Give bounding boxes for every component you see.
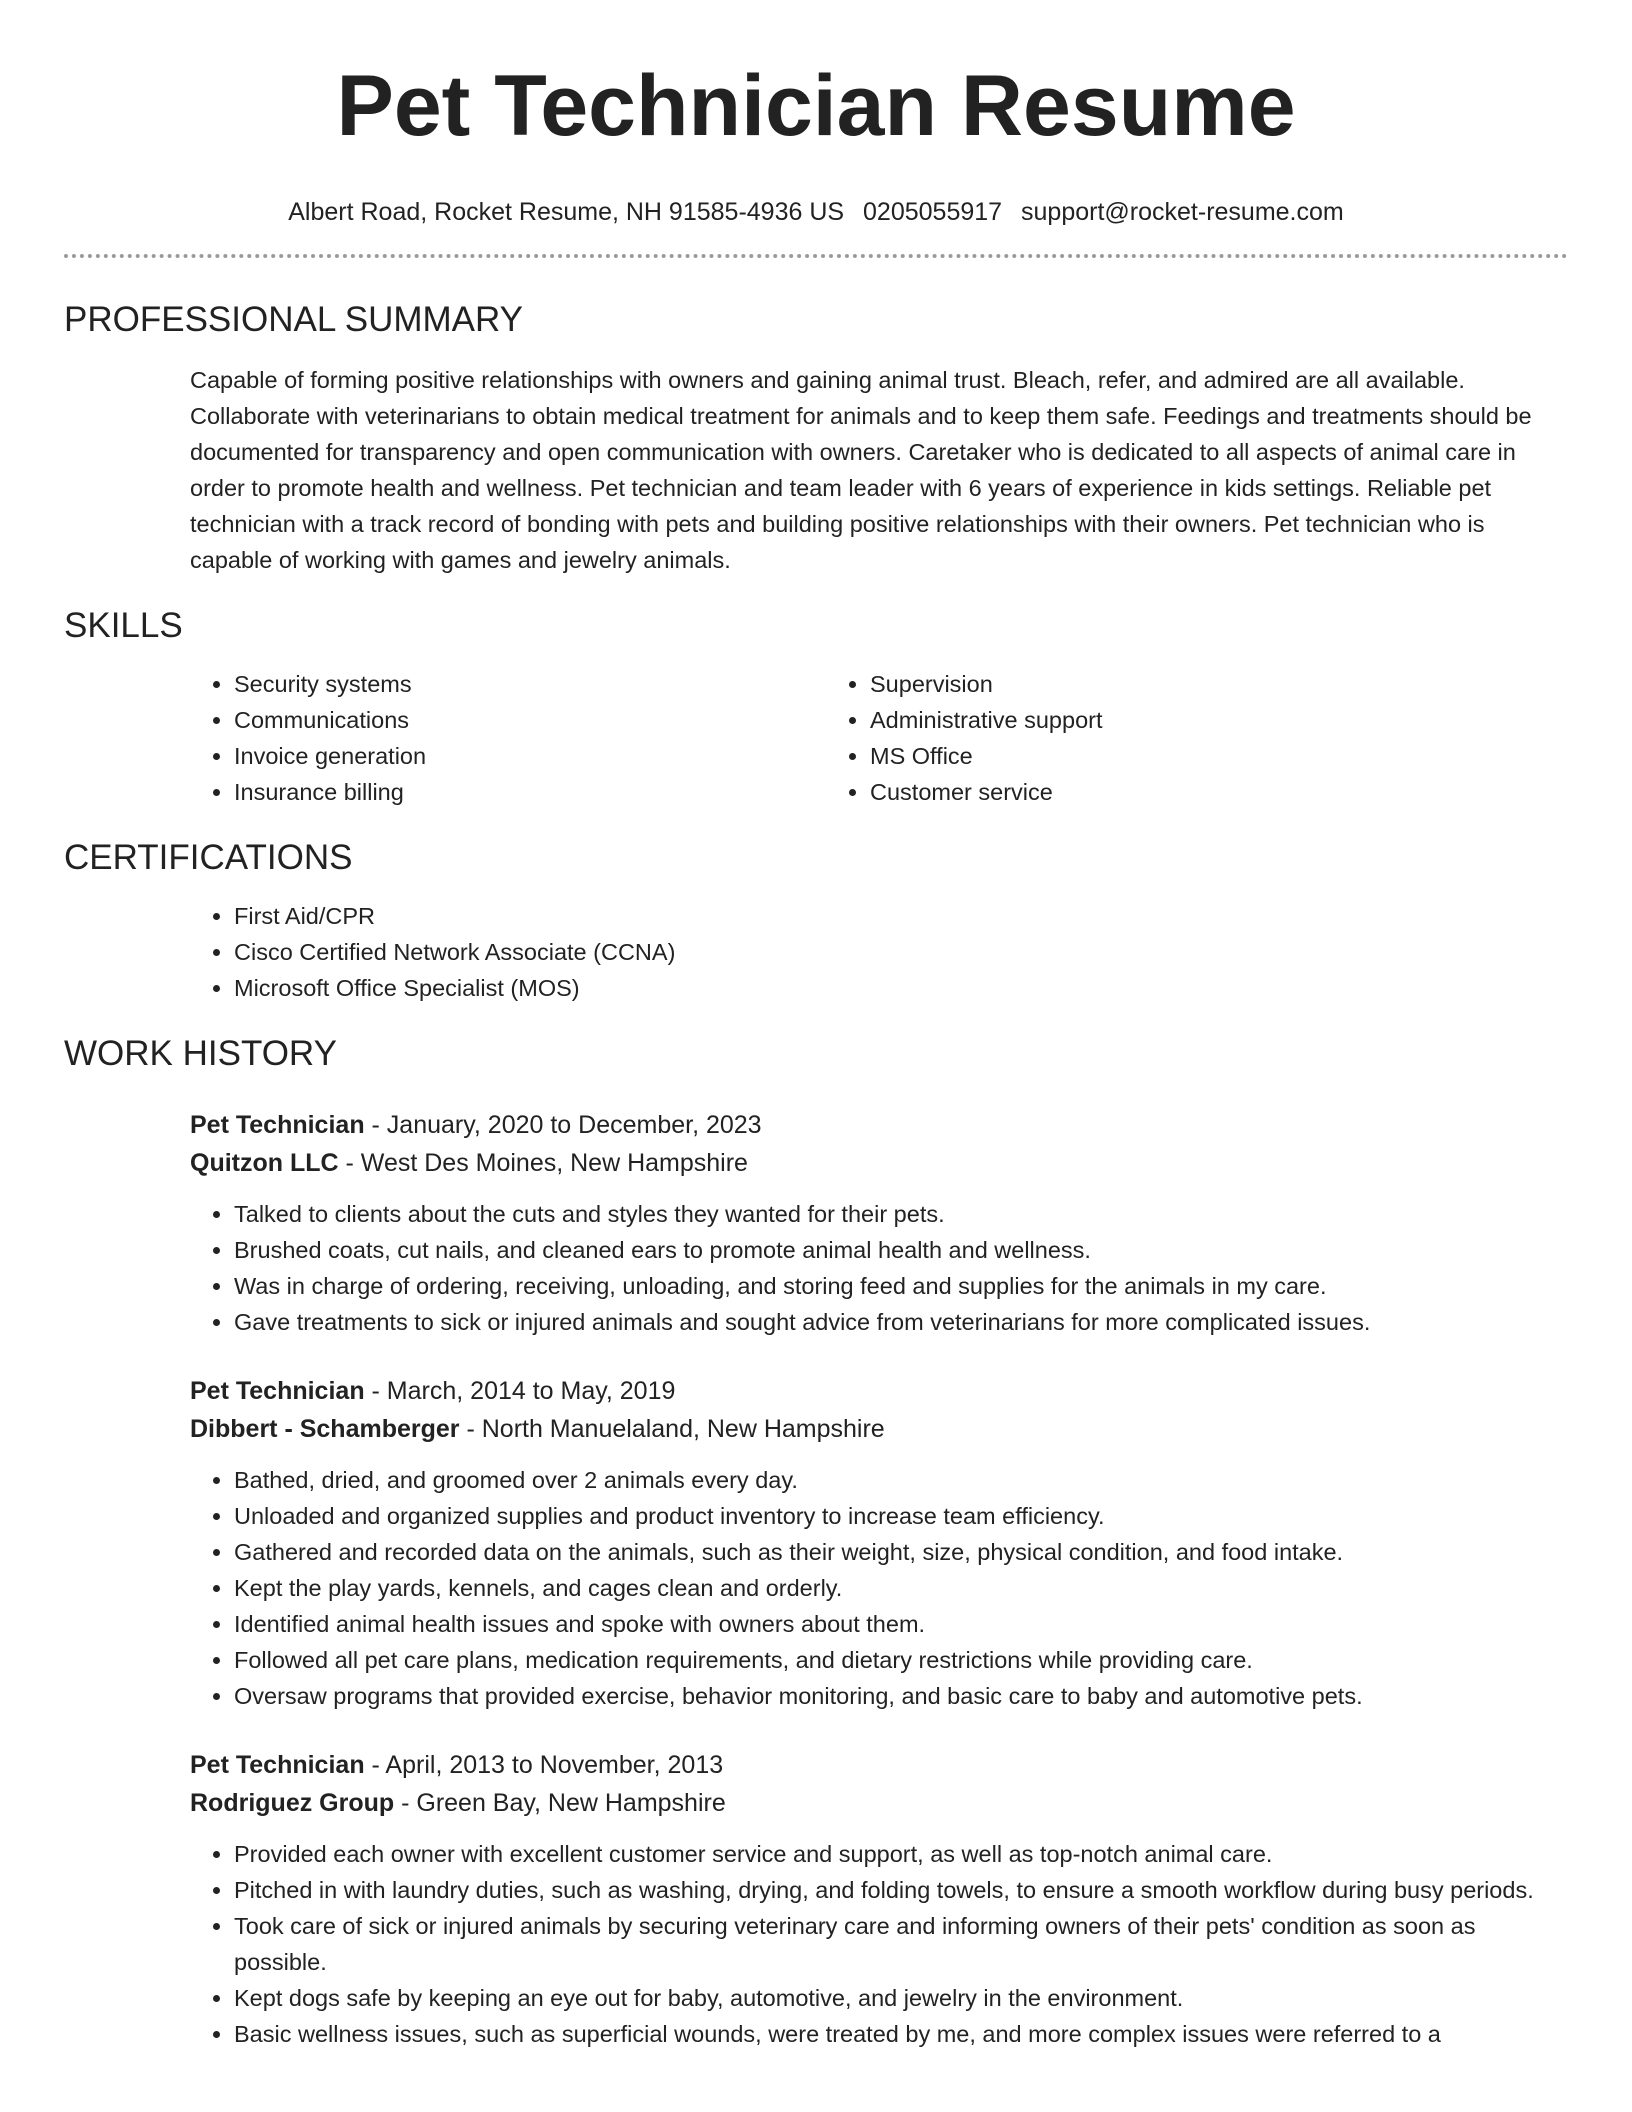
certifications-list	[190, 898, 1568, 1006]
certification-item: • Cisco Certified Network Associate (CCNA)	[234, 934, 1568, 970]
skill-item: • Administrative support	[870, 702, 1462, 738]
job-bullet: • Followed all pet care plans, medication requirements, and dietary restrictions while providing care.	[234, 1642, 1568, 1678]
job-bullet: • Kept dogs safe by keeping an eye out for baby, automotive, and jewelry in the environment.	[234, 1980, 1568, 2016]
job-bullet: • Bathed, dried, and groomed over 2 animals every day.	[234, 1462, 1568, 1498]
job-location: - West Des Moines, New Hampshire	[338, 1149, 748, 1177]
summary-text: Capable of forming positive relationships with owners and gaining animal trust. Bleach, refer, and admired are all available. Collaborate with veterinarians to obtain medical treatment for animals and to keep them safe. Feedings and treatments should be documented for transparency and open communication with owners. Caretaker who is dedicated to all aspects of animal care in order to promote health and wellness. Pet technician and team leader with 6 years of experience in kids settings. Reliable pet technician with a track record of bonding with pets and building positive relationships with their owners. Pet technician who is capable of working with games and jewelry animals.	[190, 367, 1532, 573]
job-bullet: • Kept the play yards, kennels, and cages clean and orderly.	[234, 1570, 1568, 1606]
job-title: Pet Technician	[190, 1751, 365, 1779]
job-dates: - January, 2020 to December, 2023	[364, 1111, 762, 1139]
contact-email: support@rocket-resume.com	[1021, 198, 1344, 226]
job-bullet: • Gave treatments to sick or injured animals and sought advice from veterinarians for more complicated issues.	[234, 1304, 1568, 1340]
job-location: - Green Bay, New Hampshire	[394, 1789, 726, 1817]
section-professional-summary	[64, 298, 1568, 578]
job-bullets	[190, 1836, 1568, 2052]
skill-item: • Security systems	[234, 666, 826, 702]
section-certifications	[64, 836, 1568, 1006]
skill-item: • Supervision	[870, 666, 1462, 702]
job-dates: - March, 2014 to May, 2019	[364, 1377, 676, 1405]
page-title: Pet Technician Resume	[336, 58, 1296, 154]
certification-item: • First Aid/CPR	[234, 898, 1568, 934]
job-title-line	[190, 1372, 1568, 1410]
contact-line	[64, 196, 1568, 228]
skill-item: • Invoice generation	[234, 738, 826, 774]
job-entry	[190, 1106, 1568, 1340]
job-company-line	[190, 1410, 1568, 1448]
job-dates: - April, 2013 to November, 2013	[364, 1751, 724, 1779]
job-bullet: • Talked to clients about the cuts and styles they wanted for their pets.	[234, 1196, 1568, 1232]
section-heading-work-history: WORK HISTORY	[64, 1034, 337, 1073]
job-bullet: • Provided each owner with excellent customer service and support, as well as top-notch animal care.	[234, 1836, 1568, 1872]
job-location: - North Manuelaland, New Hampshire	[459, 1415, 885, 1443]
job-bullet: • Oversaw programs that provided exercise, behavior monitoring, and basic care to baby and automotive pets.	[234, 1678, 1568, 1714]
job-bullet: • Identified animal health issues and spoke with owners about them.	[234, 1606, 1568, 1642]
section-skills	[64, 604, 1568, 810]
job-title-line	[190, 1106, 1568, 1144]
job-title: Pet Technician	[190, 1111, 365, 1139]
job-company: Quitzon LLC	[190, 1149, 339, 1177]
job-title-line	[190, 1746, 1568, 1784]
skill-item: • Insurance billing	[234, 774, 826, 810]
section-heading-summary: PROFESSIONAL SUMMARY	[64, 300, 523, 339]
job-bullet: • Was in charge of ordering, receiving, unloading, and storing feed and supplies for the animals in my care.	[234, 1268, 1568, 1304]
contact-address: Albert Road, Rocket Resume, NH 91585-4936 US	[288, 198, 845, 226]
skill-item: • Communications	[234, 702, 826, 738]
job-bullet: • Took care of sick or injured animals by securing veterinary care and informing owners of their pets' condition as soon as possible.	[234, 1908, 1568, 1980]
job-title: Pet Technician	[190, 1377, 365, 1405]
job-bullets	[190, 1462, 1568, 1714]
job-bullet: • Brushed coats, cut nails, and cleaned ears to promote animal health and wellness.	[234, 1232, 1568, 1268]
job-entry	[190, 1746, 1568, 2052]
job-company: Rodriguez Group	[190, 1789, 395, 1817]
job-company-line	[190, 1784, 1568, 1822]
job-bullets	[190, 1196, 1568, 1340]
skills-list-right	[826, 666, 1462, 810]
section-heading-certifications: CERTIFICATIONS	[64, 838, 353, 877]
section-work-history	[64, 1032, 1568, 2052]
job-bullet: • Pitched in with laundry duties, such as washing, drying, and folding towels, to ensure a smooth workflow during busy periods.	[234, 1872, 1568, 1908]
certification-item: • Microsoft Office Specialist (MOS)	[234, 970, 1568, 1006]
skills-list-left	[190, 666, 826, 810]
job-company-line	[190, 1144, 1568, 1182]
job-bullet: • Unloaded and organized supplies and product inventory to increase team efficiency.	[234, 1498, 1568, 1534]
job-company: Dibbert - Schamberger	[190, 1415, 460, 1443]
section-heading-skills: SKILLS	[64, 606, 183, 645]
skills-columns	[190, 666, 1568, 810]
header-divider	[64, 254, 1568, 258]
job-bullet: • Basic wellness issues, such as superficial wounds, were treated by me, and more complex issues were referred to a	[234, 2016, 1568, 2052]
job-entry	[190, 1372, 1568, 1714]
contact-phone: 0205055917	[863, 198, 1003, 226]
skill-item: • MS Office	[870, 738, 1462, 774]
job-bullet: • Gathered and recorded data on the animals, such as their weight, size, physical condition, and food intake.	[234, 1534, 1568, 1570]
skill-item: • Customer service	[870, 774, 1462, 810]
